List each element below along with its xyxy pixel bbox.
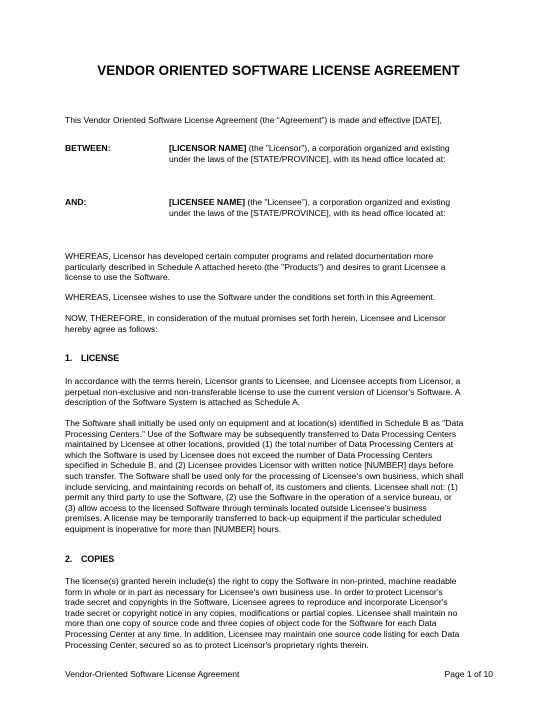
licensee-name: [LICENSEE NAME]	[169, 197, 245, 207]
section-1-paragraph-1: In accordance with the terms herein, Licensor grants to Licensee, and Licensee accepts from Licensor, a perpetual non-exclusive and non-transferable license to use the current version of Licensor's Software. A description of the Software System is attached as Schedule A.	[65, 376, 461, 408]
intro-paragraph: This Vendor Oriented Software License Agreement (the “Agreement”) is made and effective [DATE],	[65, 115, 442, 125]
whereas-paragraph-2: WHEREAS, Licensee wishes to use the Software under the conditions set forth in this Agreement.	[65, 292, 436, 302]
section-2-paragraph-1: The license(s) granted herein include(s) the right to copy the Software in non-printed, machine readable form in whole or in part as necessary for Licensee's own business use. In order to protect Licensor's trade secret and copyrights in the Software, Licensee agrees to reproduce and incorporate Licensor's trade secret or copyright notice in any copies, modifications or partial copies. Licensee shall maintain no more than one copy of source code and three copies of object code for the Software for each Data Processing Center at any time. In addition, Licensee may maintain one source code listing for each Data Processing Center, secured so as to protect Licensor's proprietary rights therein.	[65, 576, 460, 650]
section-1-title: LICENSE	[81, 353, 120, 363]
licensor-party-text	[169, 143, 499, 164]
now-therefore-paragraph: NOW, THEREFORE, in consideration of the mutual promises set forth herein, Licensee and Licensor hereby agree as follows:	[65, 313, 446, 334]
licensee-text-rest: under the laws of the [STATE/PROVINCE], with its head office located at:	[169, 207, 446, 218]
section-1-paragraph-2: The Software shall initially be used only on equipment and at location(s) identified in Schedule B as "Data Processing Centers." Use of the Software may be subsequently transferred to Data Processing Centers maintained by Licensee at other locations, provided (1) the total number of Data Processing Centers at which the Software is used by Licensee does not exceed the number of Data Processing Centers specified in Schedule B, and (2) Licensee provides Licensor with written notice [NUMBER] days before such transfer. The Software shall be used only for the processing of Licensee's own business, which shall include servicing, and maintaining records on behalf of, its customers and clients. Licensee shall not: (1) permit any third party to use the Software, (2) use the Software in the operation of a service bureau, or (3) allow access to the licensed Software through terminals located outside Licensee's business premises. A license may be temporarily transferred to back-up equipment if the particular scheduled equipment is inoperative for more than [NUMBER] hours.	[65, 418, 464, 534]
section-2-number: 2.	[65, 554, 73, 564]
section-2-title: COPIES	[81, 554, 115, 564]
footer-document-name: Vendor-Oriented Software License Agreement	[65, 669, 240, 679]
section-1-number: 1.	[65, 353, 73, 363]
document-title: VENDOR ORIENTED SOFTWARE LICENSE AGREEMENT	[97, 63, 460, 78]
whereas-paragraph-1: WHEREAS, Licensor has developed certain computer programs and related documentation more particularly described in Schedule A attached hereto (the "Products") and desires to grant Licensee a license to use the Software.	[65, 251, 446, 283]
between-label: BETWEEN:	[65, 143, 111, 153]
licensor-text-rest: under the laws of the [STATE/PROVINCE], with its head office located at:	[169, 153, 446, 164]
licensee-party-text	[169, 197, 499, 218]
and-label: AND:	[65, 197, 87, 207]
licensor-text-line1: (the "Licensor"), a corporation organized and existing	[246, 143, 450, 153]
licensor-name: [LICENSOR NAME]	[169, 143, 247, 153]
section-2-heading	[65, 554, 114, 565]
licensee-text-line1: (the "Licensee"), a corporation organized and existing	[244, 197, 451, 207]
footer-page-number: Page 1 of 10	[444, 669, 493, 679]
section-1-heading	[65, 353, 119, 364]
